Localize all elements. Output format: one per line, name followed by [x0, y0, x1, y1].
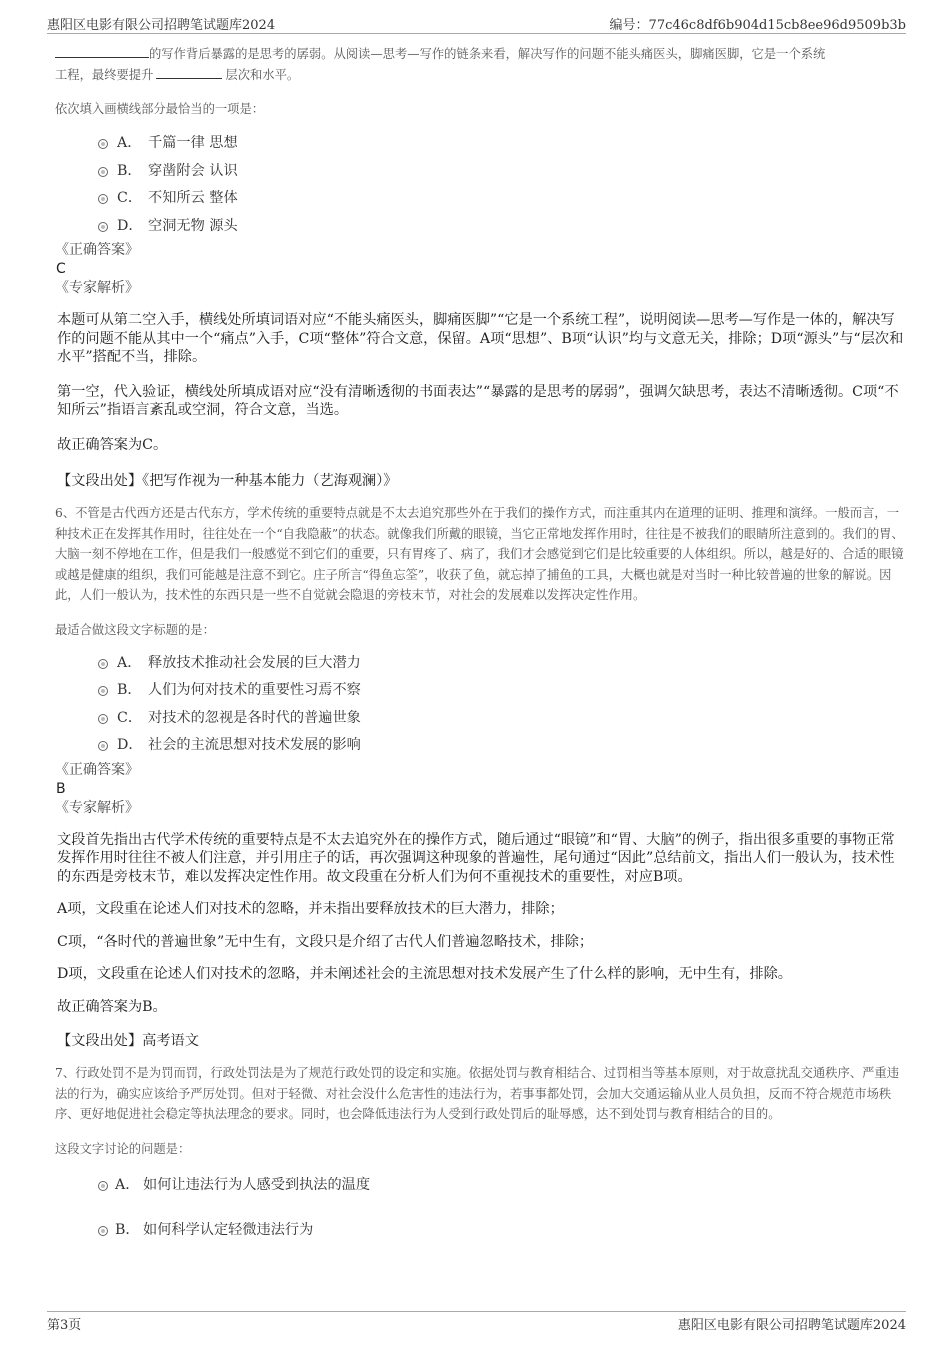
- radio-button-icon[interactable]: [98, 1181, 108, 1191]
- page-number: 第3页: [47, 1318, 82, 1333]
- q6-analysis-1: 文段首先指出古代学术传统的重要特点是不太去追究外在的操作方式，随后通过“眼镜”和“胃、大脑”的例子，指出很多重要的事物正常发挥作用时往往不被人们注意，并引用庄子的话，再次强调这种现象的普遍性，尾句通过“因此”总结前文，指出人们一般认为，技术性的东西是旁枝末节，难以发挥决定性作用。故文段重在分析人们为何不重视技术的重要性，对应B项。: [57, 831, 895, 885]
- q5-answer: C: [56, 261, 66, 277]
- radio-button-icon[interactable]: [98, 194, 108, 204]
- q6-analysis-5: 故正确答案为B。: [57, 998, 167, 1015]
- q6-source: 【文段出处】高考语文: [57, 1033, 199, 1049]
- q6-answer-label: 《正确答案》: [55, 761, 139, 778]
- q5-option-d[interactable]: D． 空洞无物 源头: [55, 212, 904, 240]
- q6-option-d[interactable]: D． 社会的主流思想对技术发展的影响: [55, 731, 904, 759]
- q7-option-a[interactable]: A． 如何让违法行为人感受到执法的温度: [55, 1171, 904, 1199]
- q7-option-b[interactable]: B． 如何科学认定轻微违法行为: [55, 1216, 904, 1244]
- page-header: [47, 12, 906, 32]
- q5-answer-label: 《正确答案》: [55, 242, 139, 258]
- q6-analysis-3: C项，“各时代的普遍世象”无中生有，文段只是介绍了古代人们普遍忽略技术，排除；: [57, 933, 594, 950]
- q5-analysis-label: 《专家解析》: [55, 280, 139, 296]
- q6-analysis-4: D项，文段重在论述人们对技术的忽略，并未阐述社会的主流思想对技术发展产生了什么样的影响，无中生有，排除。: [57, 966, 792, 982]
- q7-options: [55, 1171, 904, 1244]
- q5-analysis-2: 第一空，代入验证，横线处所填成语对应“没有清晰透彻的书面表达”“暴露的是思考的孱弱”，强调欠缺思考，表达不清晰透彻。C项“不知所云”指语言紊乱或空洞，符合文意，当选。: [57, 383, 899, 418]
- radio-button-icon[interactable]: [98, 659, 108, 669]
- q7-prompt: 这段文字讨论的问题是：: [55, 1141, 191, 1156]
- q6-option-a[interactable]: A． 释放技术推动社会发展的巨大潜力: [55, 649, 904, 677]
- q6-prompt: 最适合做这段文字标题的是：: [55, 622, 215, 637]
- fill-blank-1: [55, 44, 149, 58]
- radio-button-icon[interactable]: [98, 222, 108, 232]
- q5-options: [55, 129, 904, 239]
- header-divider: [47, 33, 906, 34]
- radio-button-icon[interactable]: [98, 139, 108, 149]
- footer-divider: [47, 1311, 906, 1312]
- radio-button-icon[interactable]: [98, 167, 108, 177]
- footer-doc-title: 惠阳区电影有限公司招聘笔试题库2024: [677, 1318, 906, 1333]
- q6-option-c[interactable]: C． 对技术的忽视是各时代的普遍世象: [55, 704, 904, 732]
- q6-answer: B: [56, 780, 66, 797]
- fill-blank-2: [156, 65, 222, 79]
- q6-analysis-label: 《专家解析》: [55, 799, 139, 816]
- q7-stem: 7、行政处罚不是为罚而罚，行政处罚法是为了规范行政处罚的设定和实施。依据处罚与教育相结合、过罚相当等基本原则，对于故意扰乱交通秩序、严重违法的行为，确实应该给予严厉处罚。但对于轻微、对社会没什么危害性的违法行为，若事事都处罚，会加大交通运输从业人员负担，反而不符合规范市场秩序、更好地促进社会稳定等执法理念的要求。同时，也会降低违法行为人受到行政处罚后的耻辱感，达不到处罚与教育相结合的目的。: [55, 1066, 900, 1121]
- radio-button-icon[interactable]: [98, 686, 108, 696]
- header-doc-id: 编号：77c46c8df6b904d15cb8ee96d9509b3b: [609, 18, 906, 33]
- q6-analysis-2: A项，文段重在论述人们对技术的忽略，并未指出要释放技术的巨大潜力，排除；: [57, 901, 564, 917]
- radio-button-icon[interactable]: [98, 714, 108, 724]
- q5-option-a[interactable]: A． 千篇一律 思想: [55, 129, 904, 157]
- q5-prompt: 依次填入画横线部分最恰当的一项是：: [55, 102, 265, 116]
- q5-option-c[interactable]: C． 不知所云 整体: [55, 184, 904, 212]
- page-content: [55, 42, 904, 1244]
- q5-analysis-3: 故正确答案为C。: [57, 436, 168, 453]
- q5-option-b[interactable]: B． 穿凿附会 认识: [55, 157, 904, 185]
- radio-button-icon[interactable]: [98, 741, 108, 751]
- q6-options: [55, 649, 904, 759]
- radio-button-icon[interactable]: [98, 1226, 108, 1236]
- q6-option-b[interactable]: B． 人们为何对技术的重要性习焉不察: [55, 676, 904, 704]
- q5-intro: 的写作背后暴露的是思考的孱弱。从阅读—思考—写作的链条来看，解决写作的问题不能头痛医头，脚痛医脚，它是一个系统 工程，最终要提升 层次和水平。: [55, 44, 904, 85]
- header-doc-title: 惠阳区电影有限公司招聘笔试题库2024: [47, 18, 276, 33]
- q6-stem: 6、不管是古代西方还是古代东方，学术传统的重要特点就是不太去追究那些外在于我们的操作方式，而注重其内在道理的证明、推理和演绎。一般而言，一种技术正在发挥其作用时，往往处在一个“自我隐蔽”的状态。就像我们所戴的眼镜，当它正常地发挥作用时，往往是不被我们的眼睛所注意到的。我们的胃、大脑一刻不停地在工作，但是我们一般感觉不到它们的重要，只有胃疼了、病了，我们才会感觉到它们是比较重要的人体组织。所以，越是好的、合适的眼镜或越是健康的组织，我们可能越是注意不到它。庄子所言“得鱼忘筌”，收获了鱼，就忘掉了捕鱼的工具，大概也就是对当时一种比较普遍的世象的解说。因此，人们一般认为，技术性的东西只是一些不自觉就会隐退的旁枝末节，对社会的发展难以发挥决定性作用。: [55, 506, 904, 602]
- q5-source: 【文段出处】《把写作视为一种基本能力（艺海观澜）》: [57, 473, 398, 489]
- q5-analysis-1: 本题可从第二空入手，横线处所填词语对应“不能头痛医头，脚痛医脚”“它是一个系统工程”，说明阅读—思考—写作是一体的，解决写作的问题不能从其中一个“痛点”入手，C项“整体”符合文意，保留。A项“思想”、B项“认识”均与文意无关，排除；D项“源头”与“层次和水平”搭配不当，排除。: [57, 312, 904, 365]
